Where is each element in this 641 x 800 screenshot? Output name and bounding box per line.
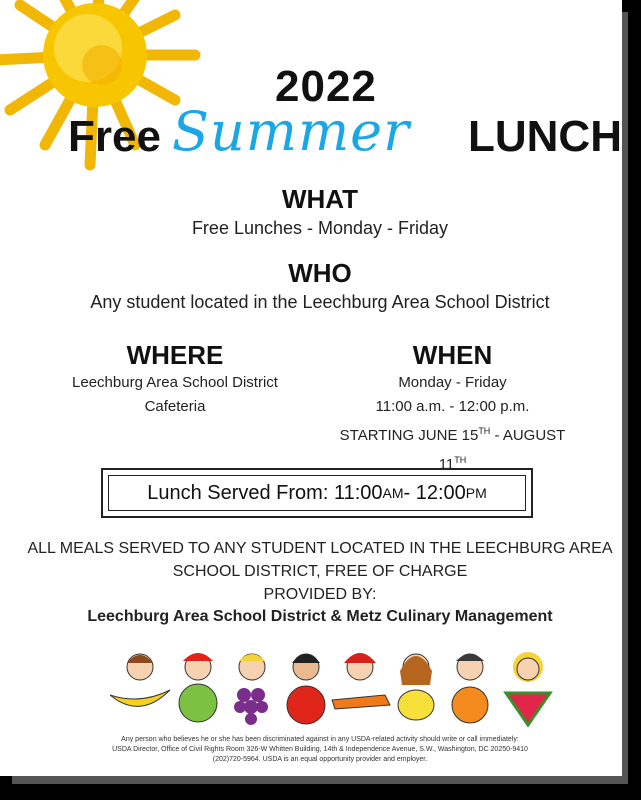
- notice-provided: PROVIDED BY:: [263, 586, 377, 603]
- where-line1: Leechburg Area School District: [72, 374, 278, 391]
- title-year: 2022: [275, 62, 377, 111]
- notice-line1: ALL MEALS SERVED TO ANY STUDENT LOCATED IN THE LEECHBURG AREA: [27, 540, 613, 557]
- served-pm: PM: [465, 485, 487, 501]
- notice-provider: Leechburg Area School District & Metz Culinary Management: [87, 608, 553, 625]
- disclaimer-line1: Any person who believes he or she has been discriminated against in any USDA-related activity should write or call immediately:: [121, 736, 519, 743]
- when-end: - AUGUST 11: [438, 427, 566, 473]
- when-start: STARTING JUNE 15: [339, 427, 479, 444]
- notice-line2: SCHOOL DISTRICT, FREE OF CHARGE: [172, 563, 468, 580]
- page-shadow-right: [622, 12, 628, 784]
- disclaimer-line3: (202)720-5964. USDA is an equal opportunity provider and employer.: [212, 756, 428, 763]
- where-heading: WHERE: [126, 340, 224, 370]
- who-heading: WHO: [288, 258, 352, 288]
- served-box: [101, 468, 533, 518]
- fruit-kids-illustration: [110, 645, 570, 735]
- what-text: Free Lunches - Monday - Friday: [191, 218, 449, 238]
- served-prefix: Lunch Served From: 11:00: [147, 481, 383, 504]
- when-time: 11:00 a.m. - 12:00 p.m.: [375, 398, 530, 415]
- when-days: Monday - Friday: [398, 374, 507, 391]
- disclaimer-line2: USDA Director, Office of Civil Rights Room 326-W Whitten Building, 14th & Independence Avenue, S.W., Washington, DC 20250-9410: [112, 746, 528, 753]
- served-middle: - 12:00: [403, 481, 466, 504]
- where-section: [60, 340, 290, 419]
- when-start-sup: TH: [478, 426, 491, 436]
- what-heading: WHAT: [281, 184, 359, 214]
- served-am: AM: [382, 485, 404, 501]
- title-free: Free: [68, 112, 161, 161]
- when-end-sup: TH: [454, 455, 467, 465]
- title-lunch: LUNCH: [468, 112, 622, 161]
- usda-disclaimer: [100, 735, 540, 765]
- page-shadow-bottom: [12, 776, 628, 784]
- served-text: [108, 475, 526, 511]
- title-summer: Summer: [172, 100, 410, 163]
- where-line2: Cafeteria: [144, 398, 206, 415]
- when-section: [325, 340, 580, 477]
- when-heading: WHEN: [412, 340, 493, 370]
- who-text: Any student located in the Leechburg Area School District: [90, 292, 550, 312]
